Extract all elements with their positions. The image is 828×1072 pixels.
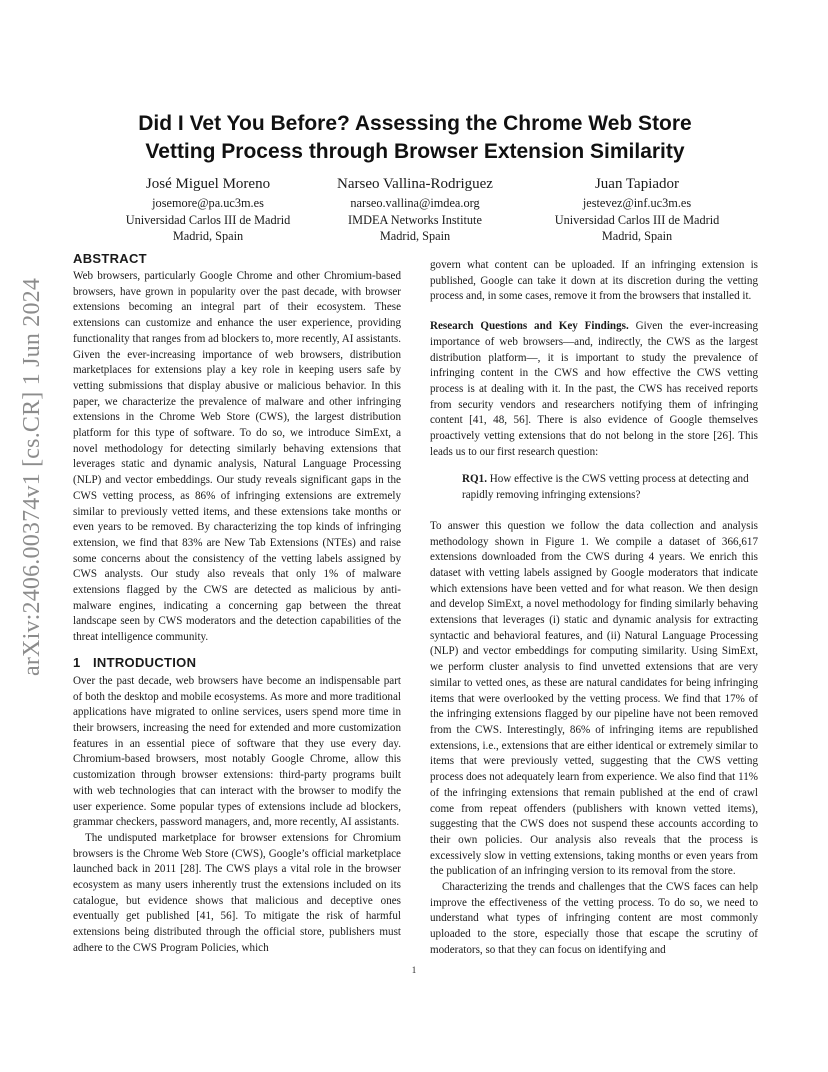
page-number: 1	[411, 965, 417, 975]
author-name: Juan Tapiador	[594, 176, 680, 192]
paper-title	[74, 110, 756, 166]
right-column	[430, 258, 758, 959]
author-block-1	[93, 175, 323, 245]
section-number: 1	[73, 654, 81, 670]
author-affiliation: Universidad Carlos III de Madrid	[554, 212, 720, 227]
runin-body: Given the ever-increasing importance of web browsers—and, indirectly, the CWS as the largest distribution platform—, it is important to study the prevalence of infringing content in the CWS and how effective the CWS vetting process is at dealing with it. In the past, the CWS has received reports from security vendors and researchers notifying them of infringing content [41, 48, 56]. There is also evidence of Google themselves proactively vetting extensions that do not belong in the store [26]. This leads us to our first research question:	[430, 320, 759, 458]
abstract-heading: ABSTRACT	[73, 251, 147, 266]
research-question-1	[462, 472, 752, 503]
author-name: Narseo Vallina-Rodriguez	[337, 176, 493, 192]
abstract-text: Web browsers, particularly Google Chrome and other Chromium-based browsers, have grown in popularity over the past decade, with browser extensions becoming an integral part of their ecosystem. These extensions can customize and enhance the user experience, providing functionality that ranges from ad blockers to, more recently, AI assistants. Given the ever-increasing importance of web browsers, distribution marketplaces for extensions play a key role in keeping users safe by vetting submissions that display abusive or malicious behavior. In this paper, we characterize the prevalence of malware and other infringing extensions in the Chrome Web Store (CWS), the largest distribution platform for this type of software. To do so, we introduce SimExt, a novel methodology for detecting similarly behaving extensions that leverages static and dynamic analysis, Natural Language Processing (NLP) and vector embeddings. Our study reveals significant gaps in the CWS vetting process, as 86% of infringing extensions are extremely similar to previously vetted items, and these extensions take months or even years to be removed. By characterizing the top kinds of infringing extension, we find that 83% are New Tab Extensions (NTEs) and raise some concerns about the consistency of the vetting labels assigned by CWS analysts. Our study also reveals that only 1% of malware extensions flagged by the CWS are detected as malicious by anti-malware engines, indicating a concerning gap between the threat landscape seen by CWS moderators and the detection capabilities of the threat intelligence community.	[73, 270, 401, 644]
arxiv-identifier: arXiv:2406.00374v1 [cs.CR] 1 Jun 2024	[19, 277, 45, 676]
intro-paragraph-2: The undisputed marketplace for browser extensions for Chromium browsers is the Chrome Web Store (CWS), Google’s official marketplace launched back in 2011 [28]. The CWS plays a vital role in the browser ecosystem as many users inherently trust the extensions included on its catalogue, but evidence shows that malicious and deceptive ones eventually get published [41, 56]. To mitigate the risk of harmful extensions being distributed through the official store, publishers must adhere to the CWS Program Policies, which	[73, 831, 401, 954]
research-questions-paragraph	[430, 319, 758, 460]
intro-paragraph-1: Over the past decade, web browsers have become an indispensable part of both the desktop and mobile ecosystems. As more and more traditional applications have migrated to online services, users spend more time in their browsers, increasing the need for extended and more customization features in an essential piece of software that they use every day. Chromium-based browsers, most notably Google Chrome, allow this customization through browser extensions: third-party programs built with web technologies that can interact with the browser to modify the user experience. Some popular types of extensions include ad blockers, grammar checkers, password managers, and, more recently, AI assistants.	[73, 674, 401, 829]
author-email: josemore@pa.uc3m.es	[152, 196, 264, 210]
runin-heading: Research Questions and Key Findings.	[430, 320, 629, 333]
author-affiliation: IMDEA Networks Institute	[348, 212, 482, 227]
section-title: INTRODUCTION	[93, 654, 197, 670]
author-block-2	[300, 175, 530, 245]
body-paragraph-continued: govern what content can be uploaded. If an infringing extension is published, Google can take it down at its discretion during the vetting process and, in some cases, remove it from the browsers that installed it.	[430, 259, 758, 303]
author-name: José Miguel Moreno	[145, 176, 271, 192]
author-block-3	[522, 175, 752, 245]
author-affiliation: Universidad Carlos III de Madrid	[125, 212, 291, 227]
paragraph-gap	[430, 305, 758, 319]
author-location: Madrid, Spain	[601, 229, 673, 243]
author-location: Madrid, Spain	[172, 229, 244, 243]
methodology-paragraph: To answer this question we follow the data collection and analysis methodology shown in Figure 1. We compile a dataset of 366,617 extensions downloaded from the CWS during 4 years. We enrich this dataset with vetting labels assigned by Google moderators that indicate which extensions have been vetted and for what reason. We then design and develop SimExt, a novel methodology for finding similarly behaving extensions that leverages (i) static and dynamic analysis for extracting syntactic and behavioral features, and (ii) Natural Language Processing (NLP) and vector embeddings for computing similarity. Using SimExt, we perform cluster analysis to find unvetted extensions that are very similar to vetted ones, as these are natural candidates for being infringing items that were overlooked by the vetting process. We find that 17% of the infringing extensions flagged by our pipeline have not been removed from the CWS. Interestingly, 86% of infringing items are republished extensions, i.e., extensions that are either identical or extremely similar to items that were previously vetted, suggesting that the CWS vetting process does not adequately learn from experience. We also find that 11% of the infringing extensions that remain published at the end of crawl come from repeat offenders (publishers with known vetted items), suggesting that the CWS does not suspend these accounts according to their own policies. Our analysis also reveals that the process is excessively slow in vetting extensions, taking months or even years from the publication of an infringing version to its removal from the store.	[430, 519, 758, 878]
title-line-1: Did I Vet You Before? Assessing the Chrome Web Store	[138, 112, 692, 135]
author-location: Madrid, Spain	[379, 229, 451, 243]
left-column	[73, 250, 401, 957]
author-email: jestevez@inf.uc3m.es	[582, 196, 692, 210]
rq1-label: RQ1.	[462, 473, 487, 486]
author-email: narseo.vallina@imdea.org	[350, 196, 480, 210]
title-line-2: Vetting Process through Browser Extension Similarity	[145, 140, 685, 163]
section-heading-introduction	[73, 654, 401, 672]
rq1-text: How effective is the CWS vetting process at detecting and rapidly removing infringing extensions?	[462, 473, 749, 502]
trends-paragraph: Characterizing the trends and challenges that the CWS faces can help improve the effectiveness of the vetting process. To do so, we need to understand what types of infringing content are most commonly uploaded to the store, especially those that escape the scrutiny of moderators, so that they can focus on identifying and	[430, 881, 758, 956]
